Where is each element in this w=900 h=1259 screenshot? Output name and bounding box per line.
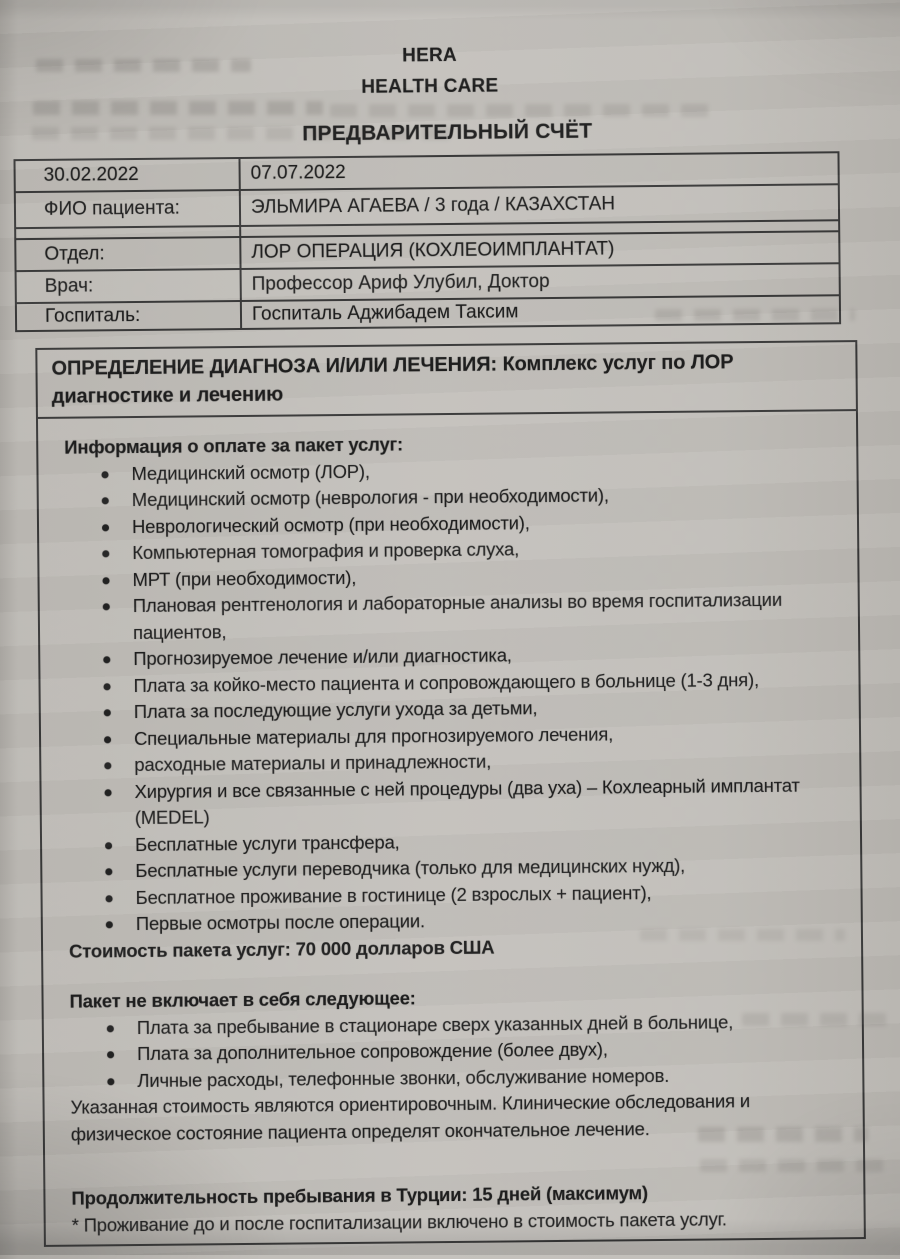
package-include-text: Бесплатные услуги трансфера, — [134, 830, 400, 855]
package-include-text: Компьютерная томография и проверка слуха, — [132, 538, 520, 564]
valid-date: 07.07.2022 — [239, 152, 838, 190]
diagnosis-heading: ОПРЕДЕЛЕНИЕ ДИАГНОЗА И/ИЛИ ЛЕЧЕНИЯ: Комплекс услуг по ЛОР диагностике и лечению — [51, 351, 734, 408]
package-exclude-text: Личные расходы, телефонные звонки, обслуживание номеров. — [137, 1064, 670, 1091]
package-include-text: Медицинский осмотр (неврология - при необходимости), — [131, 484, 609, 511]
bullet-icon — [107, 1025, 114, 1032]
package-include-text: Плата за койко-место пациента и сопровождающего в больнице (1-3 дня), — [133, 668, 760, 696]
bullet-icon — [104, 736, 111, 743]
bullet-icon — [105, 868, 112, 875]
brand-subtitle: HEALTH CARE — [361, 75, 499, 98]
package-include-text: Прогнозируемое лечение и/или диагностика, — [133, 644, 512, 670]
package-include-text: Плановая рентгенология и лабораторные анализы во время госпитализации пациентов, — [132, 588, 783, 643]
package-cost-line: Стоимость пакета услуг: 70 000 долларов США — [68, 936, 495, 962]
package-include-text: Медицинский осмотр (ЛОР), — [131, 460, 370, 484]
package-include-text: Неврологический осмотр (при необходимости), — [131, 511, 530, 537]
package-include-text: Первые осмотры после операции. — [135, 910, 426, 935]
package-include-item — [67, 772, 829, 832]
hospital-value: Госпиталь Аджибадем Таксим — [241, 295, 840, 329]
patient-info-table — [13, 151, 841, 332]
excludes-heading: Пакет не включает в себя следующее: — [69, 987, 416, 1012]
bullet-icon — [104, 762, 111, 769]
package-include-text: Хирургия и все связанные с ней процедуры (два уха) – Кохлеарный имплантат (MEDEL) — [134, 774, 800, 829]
bullet-icon — [106, 921, 113, 928]
package-exclude-text: Плата за дополнительное сопровождение (более двух), — [136, 1038, 608, 1065]
package-exclude-text: Плата за пребывание в стационаре сверх указанных дней в больнице, — [136, 1010, 734, 1038]
package-include-text: расходные материалы и принадлежности, — [134, 750, 492, 776]
package-include-text: Бесплатное проживание в гостинице (2 взрослых + пациент), — [135, 881, 652, 908]
document-title: ПРЕДВАРИТЕЛЬНЫЙ СЧЁТ — [302, 119, 593, 146]
bullet-icon — [105, 842, 112, 849]
bullet-icon — [102, 577, 109, 584]
bullet-icon — [102, 497, 109, 504]
estimate-note: Указанная стоимость являются ориентировочным. Клинические обследования и физическое состояние пациента определят окончательное лечение. — [70, 1090, 751, 1145]
diagnosis-box-content — [38, 411, 864, 1245]
patient-label: ФИО пациента: — [15, 190, 240, 228]
bullet-icon — [105, 789, 112, 796]
bullet-icon — [102, 550, 109, 557]
bullet-icon — [103, 603, 110, 610]
doctor-value: Профессор Ариф Улубил, Доктор — [241, 263, 840, 301]
package-include-text: МРТ (при необходимости), — [132, 566, 357, 590]
bullet-icon — [106, 895, 113, 902]
payment-info-heading: Информация о оплате за пакет услуг: — [64, 433, 404, 458]
stay-duration-line: Продолжительность пребывания в Турции: 15 дней (максимум) — [71, 1182, 649, 1209]
bullet-icon — [104, 683, 111, 690]
bullet-icon — [103, 656, 110, 663]
doctor-label: Врач: — [16, 269, 241, 303]
bullet-icon — [107, 1078, 114, 1085]
package-includes-list — [64, 454, 831, 938]
hospital-label: Госпиталь: — [16, 301, 241, 331]
department-label: Отдел: — [15, 237, 240, 271]
bullet-icon — [102, 524, 109, 531]
issue-date: 30.02.2022 — [14, 158, 239, 192]
bullet-icon — [101, 471, 108, 478]
package-include-text: Плата за последующие услуги ухода за детьми, — [133, 697, 538, 723]
brand-name: HERA — [402, 44, 457, 67]
letterhead — [0, 36, 865, 106]
bullet-icon — [107, 1051, 114, 1058]
package-include-text: Специальные материалы для прогнозируемого лечения, — [133, 722, 614, 749]
diagnosis-box — [35, 340, 866, 1247]
patient-value: ЭЛЬМИРА АГАЕВА / 3 года / КАЗАХСТАН — [240, 184, 839, 226]
accommodation-footnote: * Проживание до и после госпитализации включено в стоимость пакета услуг. — [71, 1207, 727, 1236]
package-include-item — [66, 586, 828, 646]
package-include-text: Бесплатные услуги переводчика (только для медицинских нужд), — [135, 854, 686, 882]
diagnosis-box-header — [37, 342, 856, 419]
department-value: ЛОР ОПЕРАЦИЯ (КОХЛЕОИМПЛАНТАТ) — [240, 231, 839, 269]
bullet-icon — [104, 709, 111, 716]
package-excludes-list — [70, 1008, 833, 1095]
